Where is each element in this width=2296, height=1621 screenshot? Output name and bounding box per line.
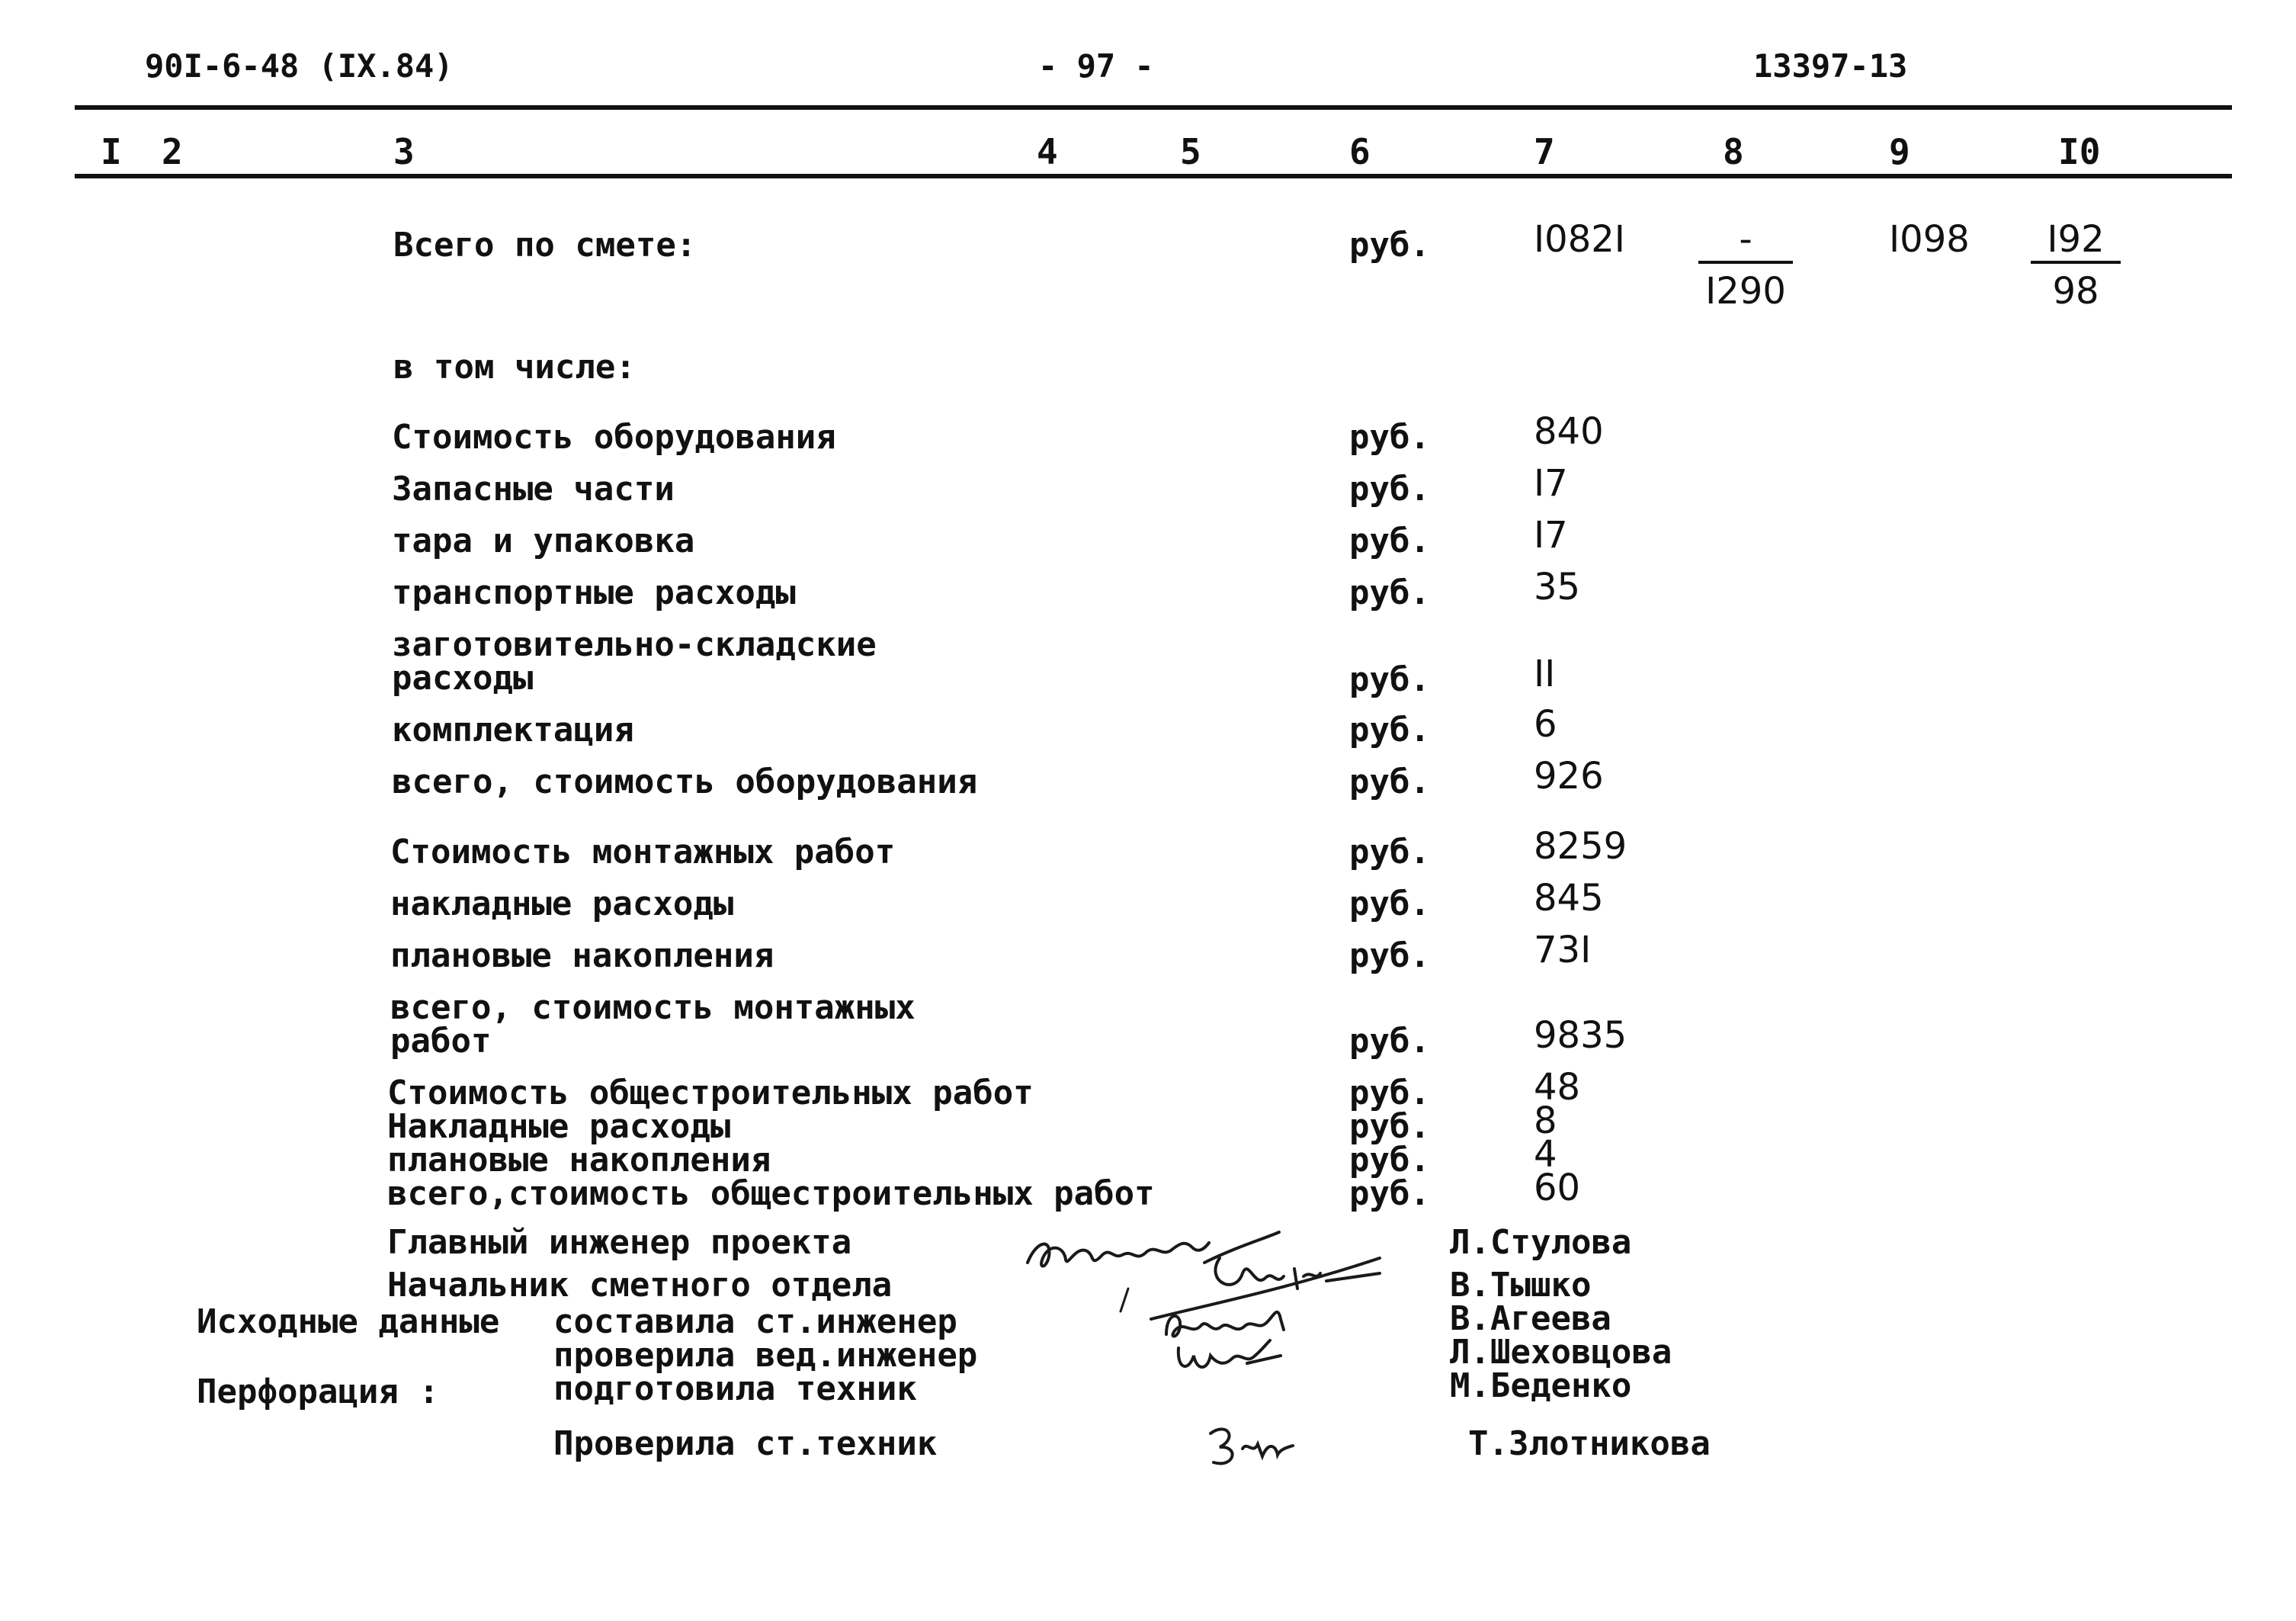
row-label: накладные расходы <box>390 884 734 923</box>
prepared-name: М.Беденко <box>1450 1366 1632 1405</box>
total-col10-top: I92 <box>2047 218 2105 261</box>
row-unit: руб. <box>1349 833 1430 871</box>
row-unit: руб. <box>1349 711 1430 750</box>
row-label: всего,стоимость общестроительных работ <box>387 1174 1155 1213</box>
row-label: плановые накопления <box>387 1141 771 1180</box>
row-unit: руб. <box>1349 573 1430 612</box>
row-value: 845 <box>1534 877 1604 920</box>
fraction-bar <box>2031 261 2121 264</box>
row-label: транспортные расходы <box>392 573 796 612</box>
chief-engineer-label: Главный инженер проекта <box>387 1223 852 1262</box>
row-value: 926 <box>1534 755 1604 798</box>
row-value: 840 <box>1534 410 1604 453</box>
row-unit: руб. <box>1349 762 1430 801</box>
prepared-label: подготовила техник <box>553 1369 917 1408</box>
row-value: I7 <box>1534 462 1568 505</box>
column-header-1: I <box>101 131 122 172</box>
row-value: 8259 <box>1534 825 1627 868</box>
row-unit: руб. <box>1349 1074 1430 1112</box>
checked-name: Л.Шеховцова <box>1450 1333 1672 1372</box>
technician-signature <box>1204 1418 1311 1482</box>
column-header-3: 3 <box>393 131 415 172</box>
total-col7: I082I <box>1534 218 1625 261</box>
row-unit: руб. <box>1349 660 1430 699</box>
row-label: плановые накопления <box>390 936 774 975</box>
total-col8-fraction <box>1698 210 1793 317</box>
row-value: 60 <box>1534 1167 1581 1209</box>
row-unit: руб. <box>1349 470 1430 509</box>
header-rule <box>75 174 2232 178</box>
row-unit: руб. <box>1349 936 1430 975</box>
estimate-head-name: В.Тышко <box>1450 1266 1592 1305</box>
row-unit: руб. <box>1349 418 1430 457</box>
column-header-5: 5 <box>1180 131 1201 172</box>
row-label: Запасные части <box>392 470 675 509</box>
row-value: 8 <box>1534 1099 1557 1142</box>
row-label: Накладные расходы <box>387 1107 731 1146</box>
estimate-head-label: Начальник сметного отдела <box>387 1266 893 1305</box>
fraction-bar <box>1698 261 1793 264</box>
row-label: Стоимость оборудования <box>392 418 836 457</box>
row-unit: руб. <box>1349 522 1430 560</box>
compiled-name: В.Агеева <box>1450 1299 1611 1338</box>
row-label: всего, стоимость оборудования <box>392 762 978 801</box>
row-label-continued: работ <box>390 1022 492 1061</box>
compiled-label: составила ст.инженер <box>553 1302 957 1341</box>
row-unit: руб. <box>1349 884 1430 923</box>
row-label: Стоимость общестроительных работ <box>387 1074 1034 1112</box>
row-unit: руб. <box>1349 1174 1430 1213</box>
total-col10-bottom: 98 <box>2052 270 2099 313</box>
row-value: I7 <box>1534 514 1568 557</box>
column-header-2: 2 <box>162 131 183 172</box>
row-value: II <box>1534 653 1556 695</box>
document-number: 13397-13 <box>1753 47 1908 85</box>
row-value: 9835 <box>1534 1014 1627 1057</box>
row-label: комплектация <box>392 711 634 750</box>
column-header-4: 4 <box>1037 131 1058 172</box>
column-header-8: 8 <box>1723 131 1744 172</box>
row-unit: руб. <box>1349 1107 1430 1146</box>
column-header-9: 9 <box>1889 131 1910 172</box>
row-value: 73I <box>1534 929 1592 971</box>
checked2-label: Проверила ст.техник <box>553 1424 938 1463</box>
column-header-6: 6 <box>1349 131 1371 172</box>
total-unit: руб. <box>1349 226 1430 265</box>
perforation-label: Перфорация : <box>197 1372 439 1411</box>
checker-signature <box>1174 1333 1296 1389</box>
row-unit: руб. <box>1349 1141 1430 1180</box>
checked-label: проверила вед.инженер <box>553 1336 978 1375</box>
row-label: всего, стоимость монтажных <box>390 988 916 1027</box>
column-header-10: I0 <box>2058 131 2101 172</box>
column-header-7: 7 <box>1534 131 1555 172</box>
including-label: в том числе: <box>393 348 636 387</box>
document-code: 90I-6-48 (IX.84) <box>145 47 454 85</box>
row-label: тара и упаковка <box>392 522 695 560</box>
row-label: заготовительно-складские <box>392 625 877 664</box>
row-value: 6 <box>1534 703 1557 746</box>
row-label-continued: расходы <box>392 659 534 698</box>
row-label: Стоимость монтажных работ <box>390 833 896 871</box>
total-label: Всего по смете: <box>393 226 697 265</box>
checked2-name: Т.Злотникова <box>1468 1424 1711 1463</box>
total-col10-fraction <box>2031 210 2121 317</box>
row-value: 4 <box>1534 1133 1557 1176</box>
total-col8-bottom: I290 <box>1705 270 1786 313</box>
total-col8-top: - <box>1739 218 1752 261</box>
source-data-label: Исходные данные <box>197 1302 500 1341</box>
total-col9: I098 <box>1889 218 1970 261</box>
row-value: 48 <box>1534 1066 1581 1109</box>
page-number: - 97 - <box>1038 47 1154 85</box>
chief-engineer-name: Л.Стулова <box>1450 1223 1632 1262</box>
top-rule <box>75 105 2232 110</box>
row-value: 35 <box>1534 566 1581 608</box>
row-unit: руб. <box>1349 1022 1430 1061</box>
